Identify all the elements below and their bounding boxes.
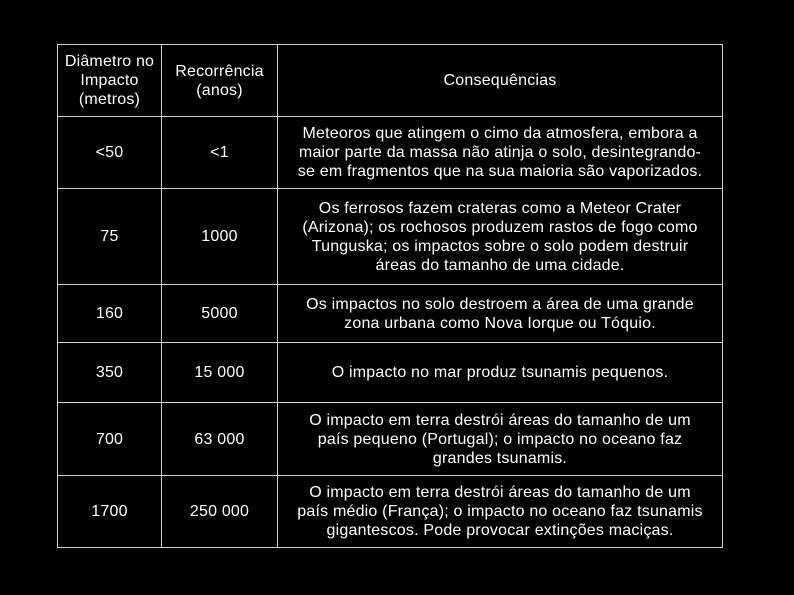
consequence-line: Tunguska; os impactos sobre o solo podem destruir	[311, 237, 689, 255]
consequence-line: gigantescos. Pode provocar extinções maciças.	[326, 522, 674, 539]
recurrence-cell: 1000	[162, 189, 278, 285]
recurrence-cell: 5000	[162, 285, 278, 343]
diameter-cell: 160	[58, 285, 162, 343]
header-recurrence-line: (anos)	[196, 81, 243, 99]
recurrence-cell: 63 000	[162, 403, 278, 476]
header-diameter-line: (metros)	[78, 91, 141, 108]
header-recurrence-line: Recorrência	[175, 62, 264, 80]
consequence-cell	[278, 189, 723, 285]
header-recurrence	[162, 45, 278, 117]
table-header-row	[58, 45, 723, 117]
consequence-line: maior parte da massa não atinja o solo, desintegrando-	[298, 144, 702, 161]
consequence-cell	[278, 343, 723, 403]
consequence-line: país pequeno (Portugal); o impacto no oceano faz	[317, 430, 683, 448]
table-row	[58, 476, 723, 548]
consequence-line: áreas do tamanho de uma cidade.	[375, 256, 625, 274]
consequence-line: zona urbana como Nova Iorque ou Tóquio.	[344, 314, 656, 332]
consequence-line: grandes tsunamis.	[432, 449, 568, 467]
consequence-line: (Arizona); os rochosos produzem rastos de fogo como	[302, 218, 698, 236]
consequence-line: Os impactos no solo destroem a área de uma grande	[306, 295, 694, 313]
table-row	[58, 285, 723, 343]
consequence-cell	[278, 403, 723, 476]
header-diameter-line: Diâmetro no	[64, 53, 155, 70]
consequence-cell	[278, 117, 723, 189]
consequence-line: Meteoros que atingem o cimo da atmosfera, embora a	[302, 125, 698, 142]
diameter-cell: 700	[58, 403, 162, 476]
consequence-line: Os ferrosos fazem crateras como a Meteor Crater	[318, 199, 682, 217]
header-diameter	[58, 45, 162, 117]
consequence-line: país médio (França); o impacto no oceano faz tsunamis	[297, 503, 703, 520]
consequence-cell	[278, 285, 723, 343]
recurrence-cell: <1	[162, 117, 278, 189]
header-consequences	[278, 45, 723, 117]
recurrence-cell: 15 000	[162, 343, 278, 403]
recurrence-cell: 250 000	[162, 476, 278, 548]
consequence-line: se em fragmentos que na sua maioria são vaporizados.	[297, 163, 703, 180]
consequence-line: O impacto em terra destrói áreas do tamanho de um	[309, 484, 691, 501]
diameter-cell: <50	[58, 117, 162, 189]
header-consequences-text: Consequências	[443, 72, 557, 89]
table-row	[58, 189, 723, 285]
consequence-cell	[278, 476, 723, 548]
table-row	[58, 117, 723, 189]
diameter-cell: 350	[58, 343, 162, 403]
diameter-cell: 75	[58, 189, 162, 285]
consequence-line: O impacto no mar produz tsunamis pequenos.	[331, 364, 669, 381]
table-row	[58, 343, 723, 403]
diameter-cell: 1700	[58, 476, 162, 548]
consequence-line: O impacto em terra destrói áreas do tamanho de um	[309, 411, 691, 429]
impact-table	[57, 44, 723, 548]
header-diameter-line: Impacto	[80, 72, 139, 89]
table-row	[58, 403, 723, 476]
